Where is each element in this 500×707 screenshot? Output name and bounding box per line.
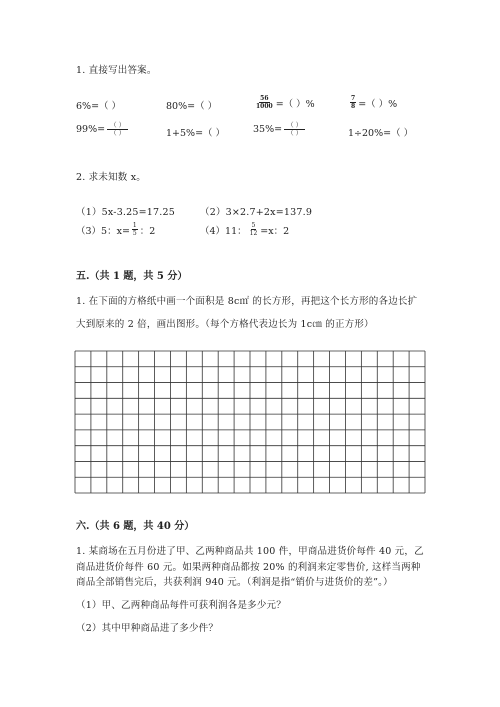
section-5-question-line-1: 1. 在下面的方格纸中画一个面积是 8c㎡ 的长方形，再把这个长方形的各边长扩 [76, 296, 418, 307]
q1-item-35pct: 35%= $\frac{( )}{( )}$ [253, 122, 307, 137]
fraction: $\frac{5}{12}$ [249, 222, 258, 237]
section-5-question-line-2: 大到原来的 2 倍，画出图形。（每个方格代表边长为 1c㎝ 的正方形） [76, 319, 374, 330]
q1-item-80pct: 80%=（ ） [166, 101, 218, 112]
q1-item-56-1000: $\frac{56}{1000}$ =（ ）% [256, 95, 315, 110]
q2-equation-4: （4）11： $\frac{5}{12}$ =x：2 [200, 222, 290, 237]
section-6-heading: 六.（共 6 题，共 40 分） [76, 521, 195, 532]
section-6-question-line-2: 商品进货价每件 60 元。如果两种商品都按 20% 的利润来定零售价, 这样当两种 [76, 562, 421, 573]
section-6-subquestion-2: （2）其中甲种商品进了多少件？ [76, 623, 219, 634]
fraction: $\frac{1}{5}$ [132, 222, 137, 237]
section-6-question-line-3: 商品全部销售完后，共获利润 940 元。（利润是指“销价与进货价的差”。） [76, 577, 393, 588]
q1-item-1plus5pct: 1+5%=（ ） [166, 128, 226, 139]
q2-heading: 2. 求未知数 x。 [76, 172, 146, 183]
q2-equation-2: （2）3×2.7+2x=137.9 [200, 207, 313, 218]
fraction: $\frac{7}{8}$ [351, 95, 356, 110]
section-5-heading: 五.（共 1 题，共 5 分） [76, 271, 188, 282]
q1-item-99pct: 99%= $\frac{( )}{( )}$ [76, 122, 130, 137]
fraction: $\frac{( )}{( )}$ [107, 122, 128, 137]
q1-item-7-8: $\frac{7}{8}$ =（ ）% [351, 95, 398, 110]
q2-equation-3: （3）5：x= $\frac{1}{5}$ ：2 [76, 222, 156, 237]
section-6-subquestion-1: （1）甲、乙两种商品每件可获利润各是多少元？ [76, 600, 286, 611]
q1-item-6pct: 6%=（ ） [76, 101, 122, 112]
fraction: $\frac{56}{1000}$ [256, 95, 273, 110]
q1-heading: 1. 直接写出答案。 [76, 65, 157, 76]
section-6-question-line-1: 1. 某商场在五月份进了甲、乙两种商品共 100 件，甲商品进货价每件 40 元，乙 [76, 546, 424, 557]
q2-equation-1: （1）5x-3.25=17.25 [76, 207, 175, 218]
q1-item-1div20pct: 1÷20%=（ ） [348, 128, 414, 139]
drawing-grid[interactable] [74, 350, 426, 494]
fraction: $\frac{( )}{( )}$ [284, 122, 305, 137]
